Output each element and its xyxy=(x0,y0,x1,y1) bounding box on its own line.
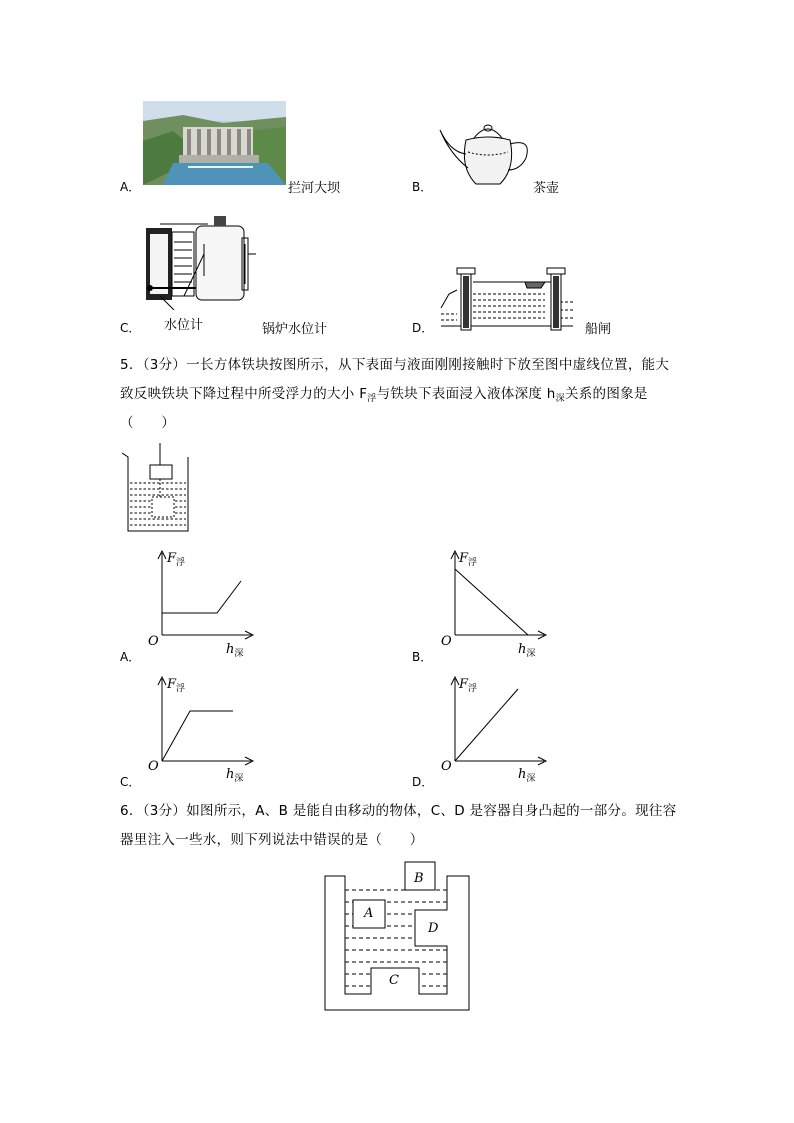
q5-option-b: B． xyxy=(412,650,433,664)
graph-d-x-label: $h_深$ xyxy=(518,767,536,784)
label-a: A xyxy=(364,906,374,921)
q4-option-b-caption: 茶壶 xyxy=(533,181,560,196)
graph-c-x-label: $h_深$ xyxy=(226,767,244,784)
q5-line-1: 5．（3分）一长方体铁块按图所示，从下表面与液面刚刚接触时下放至图中虚线位置，能大 xyxy=(120,357,670,373)
graph-b xyxy=(438,549,548,649)
graph-b-x-label: $h_深$ xyxy=(518,642,536,659)
q4-option-b-letter: B． xyxy=(412,180,433,194)
boiler-gauge-figure xyxy=(144,214,260,310)
graph-d-y-label: $F_浮$ xyxy=(459,677,478,694)
graph-a-x-label: $h_深$ xyxy=(226,642,244,659)
q4-option-a-letter: A． xyxy=(120,180,141,194)
q4-option-c-caption: 锅炉水位计 xyxy=(262,322,328,337)
q5-line-3: （ ） xyxy=(120,415,176,431)
graph-a-y-label: $F_浮$ xyxy=(167,551,186,568)
graph-c-origin: O xyxy=(148,759,159,774)
graph-d xyxy=(438,675,548,775)
ship-lock-figure xyxy=(437,264,577,334)
teapot-figure xyxy=(436,112,536,188)
q6-line-1: 6．（3分）如图所示，A、B 是能自由移动的物体，C、D 是容器自身凸起的一部分。现往容 xyxy=(120,803,677,819)
q6-line-2: 器里注入一些水，则下列说法中错误的是（ ） xyxy=(120,832,424,848)
q4-option-c-letter: C． xyxy=(120,321,141,335)
q5-option-d: D． xyxy=(412,775,434,789)
q5-option-c: C． xyxy=(120,775,141,789)
q5-line-2: 致反映铁块下降过程中所受浮力的大小 $F_浮$与铁块下表面浸入液体深度 $h_深$关系的图象是 xyxy=(120,386,648,404)
beaker-figure xyxy=(122,443,194,535)
graph-a xyxy=(145,549,255,649)
label-c: C xyxy=(389,973,399,988)
graph-c xyxy=(145,675,255,775)
graph-a-origin: O xyxy=(148,634,159,649)
dam-photo xyxy=(143,101,286,185)
label-d: D xyxy=(428,921,439,936)
graph-c-y-label: $F_浮$ xyxy=(167,677,186,694)
q4-option-d-letter: D． xyxy=(412,321,434,335)
graph-b-y-label: $F_浮$ xyxy=(459,551,478,568)
q4-option-d-caption: 船闸 xyxy=(585,322,612,337)
graph-b-origin: O xyxy=(441,634,452,649)
q4-option-a-caption: 拦河大坝 xyxy=(288,181,341,196)
q5-option-a: A． xyxy=(120,650,141,664)
graph-d-origin: O xyxy=(441,759,452,774)
water-gauge-label: 水位计 xyxy=(164,318,204,333)
label-b: B xyxy=(414,871,424,886)
container-figure xyxy=(323,860,473,1012)
